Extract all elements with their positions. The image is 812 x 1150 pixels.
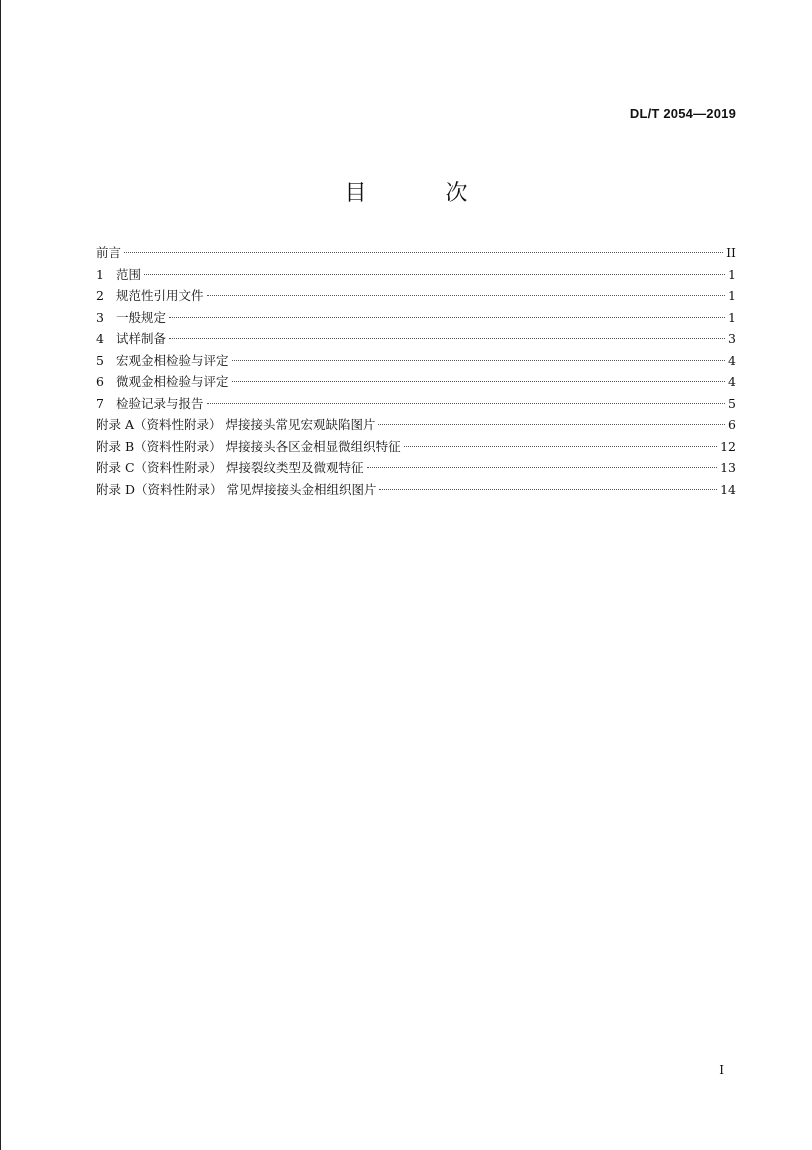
toc-entry-page: 1 <box>728 266 736 282</box>
toc-entry-page: 12 <box>720 438 736 454</box>
toc-entry[interactable] <box>96 479 736 501</box>
standard-code: DL/T 2054—2019 <box>629 106 736 121</box>
page-left-edge <box>0 0 1 1150</box>
toc-entry-page: 14 <box>720 481 736 497</box>
toc-entry-number: 4 <box>96 331 104 346</box>
toc-entry-label: 微观金相检验与评定 <box>116 374 229 389</box>
toc-entry[interactable] <box>96 371 736 393</box>
toc-entry-label: 宏观金相检验与评定 <box>116 352 229 368</box>
toc-entry-page: 4 <box>728 352 736 368</box>
toc-entry-page: 1 <box>728 288 736 303</box>
toc-leader-dots <box>169 338 725 339</box>
toc-entry-number: 1 <box>96 266 104 282</box>
toc-entry-number: 5 <box>96 352 104 368</box>
toc-leader-dots <box>367 467 718 468</box>
toc-entry-number: 6 <box>96 374 104 389</box>
toc-leader-dots <box>124 252 723 253</box>
toc-entry-number: 7 <box>96 395 104 411</box>
toc-entry-label: 前言 <box>96 245 122 260</box>
toc-entry-number: 3 <box>96 309 104 325</box>
toc-entry-page: II <box>726 245 736 260</box>
toc-entry-label: 试样制备 <box>116 331 167 346</box>
toc-entry-number: 2 <box>96 288 104 303</box>
toc-title: 目 次 <box>344 181 504 206</box>
toc-entry[interactable] <box>96 307 736 329</box>
toc-entry-page: 3 <box>728 331 736 346</box>
toc-entry-page: 1 <box>728 309 736 325</box>
toc-entry[interactable] <box>96 436 736 458</box>
toc-entry-page: 4 <box>728 374 736 389</box>
toc-entry-label: 一般规定 <box>116 309 167 325</box>
toc-entry[interactable] <box>96 457 736 479</box>
toc-leader-dots <box>169 317 725 318</box>
toc-entry-label: 范围 <box>116 266 142 282</box>
toc-entry-label: 检验记录与报告 <box>116 395 204 411</box>
toc-entry-label: 附录 D（资料性附录） 常见焊接接头金相组织图片 <box>96 481 377 497</box>
toc-entry[interactable] <box>96 393 736 415</box>
toc-entry[interactable] <box>96 285 736 307</box>
toc-leader-dots <box>379 489 717 490</box>
toc-leader-dots <box>207 295 725 296</box>
toc-entry[interactable] <box>96 328 736 350</box>
toc-entry-label: 附录 B（资料性附录） 焊接接头各区金相显微组织特征 <box>96 438 401 454</box>
toc-entry[interactable] <box>96 264 736 286</box>
toc-entry[interactable] <box>96 350 736 372</box>
table-of-contents <box>96 242 736 500</box>
toc-leader-dots <box>232 381 725 382</box>
toc-entry[interactable] <box>96 242 736 264</box>
toc-leader-dots <box>404 446 717 447</box>
toc-entry[interactable] <box>96 414 736 436</box>
toc-leader-dots <box>232 360 725 361</box>
toc-leader-dots <box>207 403 725 404</box>
toc-leader-dots <box>378 424 725 425</box>
toc-leader-dots <box>144 274 725 275</box>
toc-entry-label: 附录 A（资料性附录） 焊接接头常见宏观缺陷图片 <box>96 417 376 432</box>
toc-entry-page: 6 <box>728 417 736 432</box>
toc-entry-page: 13 <box>720 460 736 475</box>
page-number: I <box>719 1063 724 1077</box>
toc-entry-page: 5 <box>728 395 736 411</box>
toc-entry-label: 规范性引用文件 <box>116 288 204 303</box>
toc-entry-label: 附录 C（资料性附录） 焊接裂纹类型及微观特征 <box>96 460 364 475</box>
